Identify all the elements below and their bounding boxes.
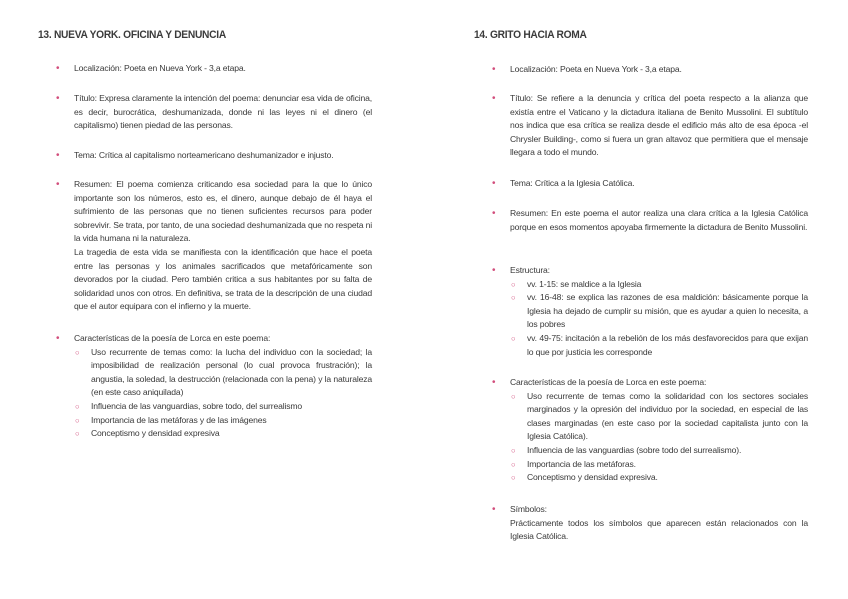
item-text: Resumen: En este poema el autor realiza una clara crítica a la Iglesia Católica porque en esos momentos apoyaba firmemente la dictadura de Benito Mussolini. (510, 208, 808, 232)
simbolos-text: Prácticamente todos los símbolos que aparecen están relacionados con la Iglesia Católica. (510, 517, 808, 542)
caracteristicas-label: Características de la poesía de Lorca en este poema: (74, 333, 271, 343)
circle-bullet-icon: ○ (511, 473, 516, 483)
sub-list-item (74, 414, 372, 428)
item-text: Tema: Crítica a la Iglesia Católica. (510, 178, 635, 188)
resumen-paragraph-1: Resumen: El poema comienza criticando esa sociedad para la que lo único importante son los números, esto es, el dinero, aunque debajo de él haya el sufrimiento de las personas que no tienen suficientes recursos para poder sobrevivir. Se trata, por tanto, de una sociedad deshumanizada que no respeta ni la vida humana ni la naturaleza. (74, 179, 372, 244)
sub-list-item (510, 332, 808, 359)
item-text (510, 376, 808, 485)
circle-bullet-icon: ○ (75, 347, 80, 357)
sub-item-text: Importancia de las metáforas y de las imágenes (91, 414, 267, 425)
sub-list (510, 390, 808, 485)
sub-list-item (510, 458, 808, 472)
item-text: Título: Expresa claramente la intención del poema: denunciar esa vida de oficina, es decir, burocrática, deshumanizada, donde ni las leyes ni el dinero (el capitalismo) tienen piedad de las personas. (74, 93, 372, 131)
section-heading: 14. GRITO HACIA ROMA (474, 29, 587, 41)
item-text (74, 178, 372, 314)
item-text (74, 332, 372, 441)
bullet-icon: • (492, 265, 496, 276)
sub-list-item (510, 471, 808, 485)
sub-item-text: Conceptismo y densidad expresiva (91, 428, 220, 439)
sub-item-text: Influencia de las vanguardias (sobre todo del surrealismo). (527, 444, 742, 455)
item-text (510, 503, 808, 544)
circle-bullet-icon: ○ (511, 445, 516, 455)
simbolos-label: Símbolos: (510, 504, 547, 514)
sub-item-text: Influencia de las vanguardias, sobre todo, del surrealismo (91, 400, 303, 411)
bullet-icon: • (492, 64, 496, 75)
bullet-icon: • (492, 377, 496, 388)
sub-list-item (74, 400, 372, 414)
sub-item-text: vv. 1-15: se maldice a la Iglesia (527, 278, 642, 289)
circle-bullet-icon: ○ (511, 333, 516, 343)
bullet-icon: • (56, 333, 60, 344)
sub-item-text: vv. 49-75: incitación a la rebelión de los más desfavorecidos para que exijan lo que por justicia les corresponde (527, 332, 808, 357)
estructura-label: Estructura: (510, 265, 550, 275)
circle-bullet-icon: ○ (511, 391, 516, 401)
item-text: Tema: Crítica al capitalismo norteamericano deshumanizador e injusto. (74, 150, 334, 160)
item-text: Título: Se refiere a la denuncia y crítica del poeta respecto a la alianza que existía entre el Vaticano y la dictadura italiana de Benito Mussolini. El subtítulo nos indica que esa crítica se realiza desde el edificio más alto de esa época -el Chrysler Building-, como si fuera un gran altavoz que permitiera que el mensaje llegara a todo el mundo. (510, 93, 808, 158)
sub-list-item (510, 291, 808, 332)
bullet-icon: • (56, 63, 60, 74)
caracteristicas-label: Características de la poesía de Lorca en este poema: (510, 377, 707, 387)
sub-item-text: Uso recurrente de temas como: la lucha del individuo con la sociedad; la imposibilidad de realización personal (lo cual provoca frustración); la angustia, la soledad, la destrucción (relacionada con la pena) y la naturaleza (en este caso aniquilada) (91, 346, 372, 398)
sub-list-item (74, 346, 372, 400)
sub-list-item (510, 444, 808, 458)
sub-item-text: Importancia de las metáforas. (527, 458, 636, 469)
sub-list-item (510, 390, 808, 444)
sub-item-text: Conceptismo y densidad expresiva. (527, 472, 658, 483)
circle-bullet-icon: ○ (75, 415, 80, 425)
section-heading: 13. NUEVA YORK. OFICINA Y DENUNCIA (38, 29, 226, 41)
bullet-icon: • (492, 208, 496, 219)
bullet-icon: • (56, 93, 60, 104)
item-text (510, 264, 808, 359)
sub-list (74, 346, 372, 441)
sub-list-item (510, 278, 808, 292)
circle-bullet-icon: ○ (511, 279, 516, 289)
circle-bullet-icon: ○ (511, 459, 516, 469)
circle-bullet-icon: ○ (511, 293, 516, 303)
item-text: Localización: Poeta en Nueva York - 3,a etapa. (74, 63, 246, 73)
sub-item-text: vv. 16-48: se explica las razones de esa maldición: básicamente porque la Iglesia ha dejado de cumplir su misión, que es ayudar a quien lo necesita, a los pobres (527, 292, 808, 330)
item-text: Localización: Poeta en Nueva York - 3,a etapa. (510, 64, 682, 74)
sub-item-text: Uso recurrente de temas como la solidaridad con los sectores sociales marginados y la opresión del individuo por la sociedad, en especial de las clases marginadas (en este caso por la sociedad capitalista junto con la Iglesia Católica). (527, 390, 808, 442)
bullet-icon: • (56, 179, 60, 190)
bullet-icon: • (492, 178, 496, 189)
bullet-icon: • (56, 150, 60, 161)
bullet-icon: • (492, 93, 496, 104)
sub-list (510, 278, 808, 360)
resumen-paragraph-2: La tragedia de esta vida se manifiesta con la identificación que hace el poeta entre las personas y los animales sacrificados que metafóricamente son devorados por la ciudad. Pero también critica a sus habitantes por su falta de solidaridad unos con otros. En definitiva, se trata de la descripción de una ciudad que el autor equipara con el infierno y la muerte. (74, 246, 372, 312)
circle-bullet-icon: ○ (75, 429, 80, 439)
bullet-icon: • (492, 504, 496, 515)
circle-bullet-icon: ○ (75, 401, 80, 411)
sub-list-item (74, 427, 372, 441)
